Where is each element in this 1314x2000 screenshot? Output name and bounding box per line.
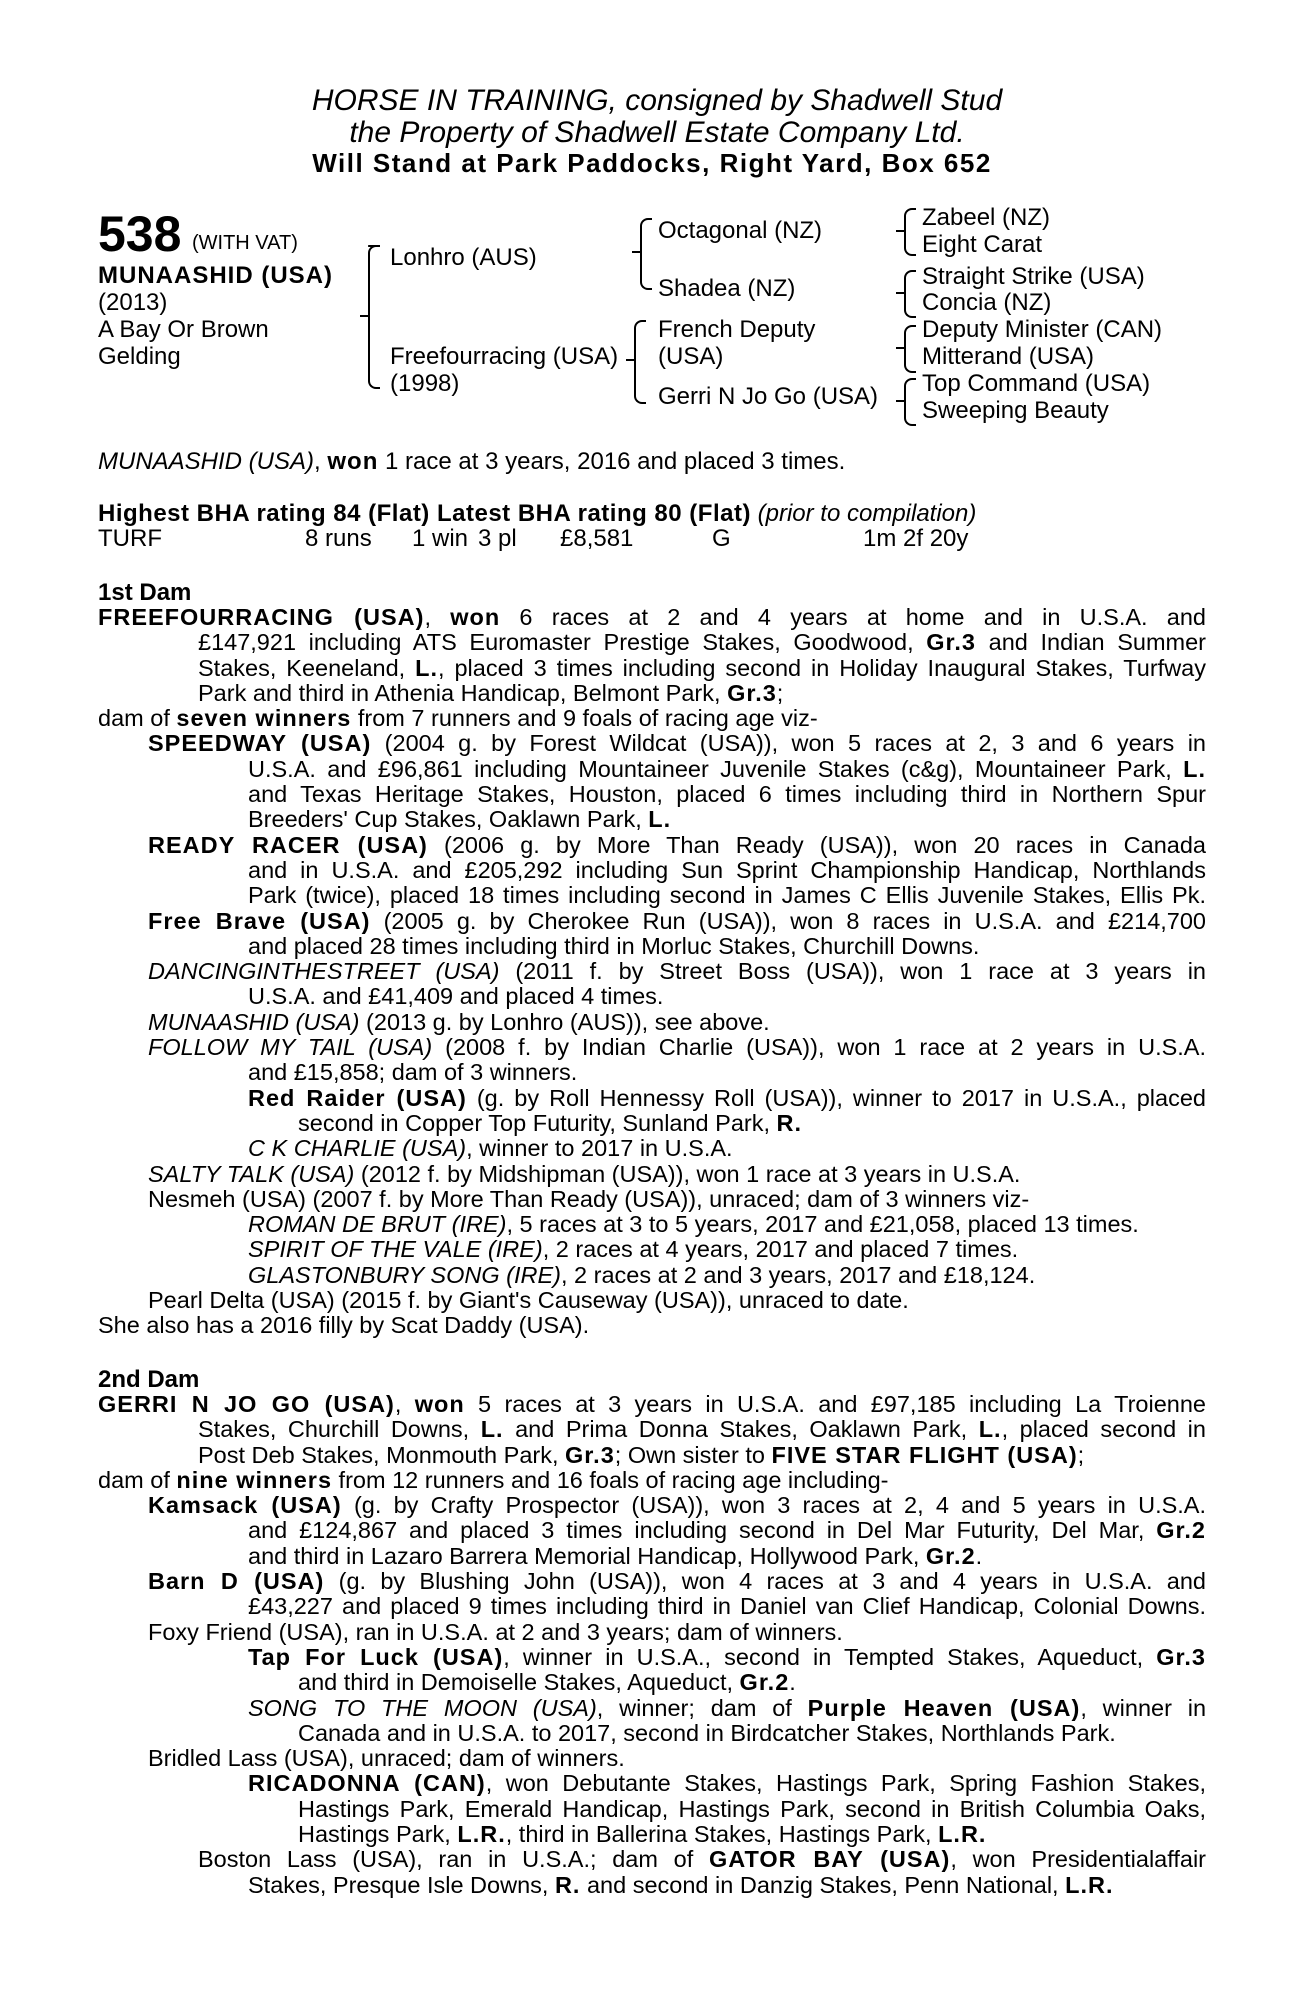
pedigree-text-line <box>98 1696 1206 1721</box>
pedigree-text-line <box>98 1771 1206 1796</box>
bracket-ds-tick <box>896 347 904 349</box>
horse-sex: Gelding <box>98 343 181 370</box>
stable-location-line: Will Stand at Park Paddocks, Right Yard, Box 652 <box>312 148 992 178</box>
lot-number: 538 <box>98 206 182 262</box>
consignor-line: HORSE IN TRAINING, consigned by Shadwell Stud <box>311 84 1003 117</box>
text-run: from 7 runners and 9 foals of racing age viz- <box>351 705 818 732</box>
pedigree-text-line <box>98 1645 1206 1670</box>
rating-line <box>98 501 976 527</box>
pedigree-text-line <box>98 1569 1206 1594</box>
text-run: , placed 3 times including second in Holiday Inaugural Stakes, Turfway <box>438 654 1207 681</box>
bold-run: L. <box>415 654 439 681</box>
pedigree-bracket <box>368 245 380 389</box>
text-run: Park (twice), placed 18 times including second in James C Ellis Juvenile Stakes, Ellis Pk. <box>248 882 1206 909</box>
pedigree-text-line <box>98 1468 1206 1493</box>
pedigree-text-line <box>98 1847 1206 1872</box>
pedigree-bracket-tick <box>360 315 368 317</box>
bracket-dd-tick <box>896 400 904 402</box>
sire-sire: Octagonal (NZ) <box>658 217 823 244</box>
text-run: (g. by Roll Hennessy Roll (USA)), winner to 2017 in U.S.A., placed <box>466 1084 1206 1111</box>
pedigree-bracket-cap <box>368 245 380 247</box>
pedigree-text-line <box>98 656 1206 681</box>
bold-run: Gr.2 <box>1156 1517 1206 1544</box>
text-run: and second in Danzig Stakes, Penn National, <box>580 1871 1066 1898</box>
pedigree-text-line <box>98 782 1206 807</box>
text-run: , 5 races at 3 to 5 years, 2017 and £21,058, placed 13 times. <box>506 1211 1139 1238</box>
italic-run: MUNAASHID (USA) <box>148 1008 360 1035</box>
text-run: Foxy Friend (USA), ran in U.S.A. at 2 and 3 years; dam of winners. <box>148 1618 843 1645</box>
summary-text: 1 race at 3 years, 2016 and placed 3 times. <box>378 448 846 475</box>
bracket-sd-tick <box>896 292 904 294</box>
bold-run: L. <box>978 1416 1002 1443</box>
ds-dam: Mitterand (USA) <box>922 343 1095 370</box>
sd-dam: Concia (NZ) <box>922 289 1052 316</box>
bold-run: READY RACER (USA) <box>148 831 428 858</box>
pedigree-text-line <box>98 1237 1206 1262</box>
dd-dam: Sweeping Beauty <box>922 397 1109 424</box>
italic-run: C K CHARLIE (USA) <box>248 1135 467 1162</box>
pedigree-text-line <box>98 1035 1206 1060</box>
sire-line-bracket <box>640 218 652 290</box>
text-run: and Prima Donna Stakes, Oaklawn Park, <box>503 1416 979 1443</box>
vat-note: (WITH VAT) <box>192 232 298 254</box>
text-run: , winner to 2017 in U.S.A. <box>466 1135 733 1162</box>
sd-sire: Straight Strike (USA) <box>922 263 1145 290</box>
text-run: , won Presidentialaffair <box>950 1846 1206 1873</box>
text-run: and third in Demoiselle Stakes, Aqueduct, <box>298 1669 740 1696</box>
pedigree-text-line <box>98 1518 1206 1543</box>
bold-run: R. <box>554 1871 581 1898</box>
text-run: (2012 f. by Midshipman (USA)), won 1 race at 3 years in U.S.A. <box>354 1160 1021 1187</box>
text-run: 6 races at 2 and 4 years at home and in U.S.A. and <box>500 604 1206 630</box>
bold-run: Free Brave (USA) <box>148 907 371 934</box>
stat-distance: 1m 2f 20y <box>863 525 969 552</box>
pedigree-text-line <box>98 1493 1206 1518</box>
text-run: , placed second in <box>1001 1416 1206 1443</box>
pedigree-text-line <box>98 731 1206 756</box>
bold-run: seven winners <box>176 705 352 732</box>
pedigree-text-line <box>98 1162 1206 1187</box>
pedigree-text-line <box>98 1187 1206 1212</box>
rating-note: (prior to compilation) <box>757 500 977 527</box>
pedigree-text-line <box>98 757 1206 782</box>
pedigree-text-line <box>98 706 1206 731</box>
pedigree-text-line <box>98 984 1206 1009</box>
stat-places: 3 pl <box>478 525 517 552</box>
pedigree-text-line <box>98 883 1206 908</box>
italic-run: SALTY TALK (USA) <box>148 1160 355 1187</box>
text-run: (2006 g. by More Than Ready (USA)), won 20 races in Canada <box>427 831 1206 858</box>
text-run: (2011 f. by Street Boss (USA)), won 1 race at 3 years in <box>499 958 1206 985</box>
dam-year: (1998) <box>390 370 460 397</box>
sire: Lonhro (AUS) <box>390 244 537 271</box>
bold-run: Gr.3 <box>926 629 976 656</box>
pedigree-text-line <box>98 1212 1206 1237</box>
pedigree-text-line <box>98 1288 1206 1313</box>
text-run: dam of <box>98 705 177 732</box>
pedigree-text-line <box>98 1670 1206 1695</box>
text-run: (g. by Blushing John (USA)), won 4 races at 3 and 4 years in U.S.A. and <box>324 1568 1206 1595</box>
text-run: Canada and in U.S.A. to 2017, second in Birdcatcher Stakes, Northlands Park. <box>298 1719 1116 1746</box>
bold-run: won <box>414 1391 465 1417</box>
pedigree-text-line <box>98 1544 1206 1569</box>
stat-surface: TURF <box>98 525 162 552</box>
italic-run: SONG TO THE MOON (USA) <box>248 1694 597 1721</box>
bold-run: L. <box>648 806 672 833</box>
italic-run: SPIRIT OF THE VALE (IRE) <box>248 1236 543 1263</box>
italic-run: GLASTONBURY SONG (IRE) <box>248 1261 561 1288</box>
italic-run: DANCINGINTHESTREET (USA) <box>148 958 500 985</box>
text-run: (g. by Crafty Prospector (USA)), won 3 races at 2, 4 and 5 years in U.S.A. <box>341 1492 1207 1519</box>
text-run: . <box>789 1669 796 1696</box>
bold-run: R. <box>776 1109 803 1136</box>
pedigree-text-line <box>98 1443 1206 1468</box>
pedigree-text-line <box>98 1263 1206 1288</box>
bold-run: Tap For Luck (USA) <box>248 1643 504 1670</box>
text-run: Nesmeh (USA) (2007 f. by More Than Ready (USA)), unraced; dam of 3 winners viz- <box>148 1185 1030 1212</box>
text-run: Pearl Delta (USA) (2015 f. by Giant's Causeway (USA)), unraced to date. <box>148 1287 909 1314</box>
pedigree-text-line <box>98 1797 1206 1822</box>
text-run: 5 races at 3 years in U.S.A. and £97,185 including La Troienne <box>464 1391 1206 1417</box>
text-run: , 2 races at 4 years, 2017 and placed 7 times. <box>542 1236 1019 1263</box>
bold-run: Barn D (USA) <box>148 1568 325 1595</box>
pedigree-text-line <box>98 909 1206 934</box>
pedigree-text-line <box>98 833 1206 858</box>
bold-run: Gr.3 <box>727 679 777 706</box>
text-run: £43,227 and placed 9 times including third in Daniel van Clief Handicap, Colonial Downs. <box>248 1593 1206 1620</box>
text-run: , <box>394 1391 415 1417</box>
text-run: Stakes, Churchill Downs, <box>198 1416 481 1443</box>
text-run: and in U.S.A. and £205,292 including Sun Sprint Championship Handicap, Northlands <box>248 856 1206 883</box>
dam-dam: Gerri N Jo Go (USA) <box>658 383 879 410</box>
text-run: from 12 runners and 16 foals of racing age including- <box>332 1466 889 1493</box>
bold-run: Gr.3 <box>565 1441 615 1468</box>
pedigree-text-line <box>98 1136 1206 1161</box>
text-run: , 2 races at 2 and 3 years, 2017 and £18,124. <box>560 1261 1036 1288</box>
text-run: , winner in U.S.A., second in Tempted Stakes, Aqueduct, <box>503 1643 1157 1670</box>
text-run: , winner in <box>1080 1694 1207 1721</box>
summary-won: won <box>327 448 379 475</box>
text-run: Stakes, Presque Isle Downs, <box>248 1871 555 1898</box>
bold-run: nine winners <box>176 1466 333 1493</box>
ss-sire: Zabeel (NZ) <box>922 204 1051 231</box>
dam-line-bracket <box>634 320 646 404</box>
bold-run: FREEFOURRACING (USA) <box>98 604 425 630</box>
bold-run: Gr.3 <box>1156 1643 1206 1670</box>
text-run: ; Own sister to <box>614 1441 772 1468</box>
summary-horse-name: MUNAASHID (USA) <box>98 448 315 475</box>
text-run: , won Debutante Stakes, Hastings Park, Spring Fashion Stakes, <box>485 1770 1206 1797</box>
dd-sire: Top Command (USA) <box>922 370 1151 397</box>
second-dam-heading: 2nd Dam <box>98 1366 200 1393</box>
text-run: Hastings Park, <box>298 1821 458 1848</box>
pedigree-text-line <box>98 630 1206 655</box>
italic-run: FOLLOW MY TAIL (USA) <box>148 1034 433 1061</box>
pedigree-text-line <box>98 934 1206 959</box>
bracket-sd <box>904 270 916 318</box>
pedigree-text-line <box>98 605 1206 630</box>
pedigree-text-line <box>98 807 1206 832</box>
ss-dam: Eight Carat <box>922 231 1043 258</box>
bracket-ss-tick <box>896 230 904 232</box>
pedigree-text-line <box>98 1392 1206 1417</box>
bold-run: GATOR BAY (USA) <box>708 1846 951 1873</box>
text-run: Post Deb Stakes, Monmouth Park, <box>198 1441 566 1468</box>
pedigree-text-line <box>98 1721 1206 1746</box>
pedigree-text-line <box>98 1010 1206 1035</box>
text-run: dam of <box>98 1466 177 1493</box>
bold-run: won <box>450 604 501 630</box>
bold-run: Red Raider (USA) <box>248 1084 467 1111</box>
text-run: Park and third in Athenia Handicap, Belmont Park, <box>198 679 728 706</box>
text-run: and third in Lazaro Barrera Memorial Handicap, Hollywood Park, <box>248 1542 926 1569</box>
text-run: (2008 f. by Indian Charlie (USA)), won 1 race at 2 years in U.S.A. <box>432 1034 1207 1061</box>
text-run: ; <box>776 679 784 706</box>
second-dam-body <box>98 1392 1206 1898</box>
text-run: £147,921 including ATS Euromaster Prestige Stakes, Goodwood, <box>198 629 927 656</box>
text-run: and £15,858; dam of 3 winners. <box>248 1059 578 1086</box>
stat-going: G <box>712 525 731 552</box>
horse-name: MUNAASHID (USA) <box>98 262 333 289</box>
ds-sire: Deputy Minister (CAN) <box>922 316 1163 343</box>
first-dam-body <box>98 605 1206 1339</box>
text-run: and Texas Heritage Stakes, Houston, placed 6 times including third in Northern Spur <box>248 781 1206 808</box>
pedigree-text-line <box>98 1873 1206 1898</box>
dam-line-tick <box>626 359 634 361</box>
pedigree-text-line <box>98 1111 1206 1136</box>
stat-runs: 8 runs <box>305 525 372 552</box>
sire-dam: Shadea (NZ) <box>658 275 796 302</box>
bold-run: RICADONNA (CAN) <box>248 1770 486 1797</box>
bold-run: L.R. <box>457 1821 506 1848</box>
text-run: and Indian Summer <box>976 629 1206 656</box>
text-run: . <box>975 1542 983 1569</box>
bold-run: L.R. <box>938 1821 987 1848</box>
pedigree-text-line <box>98 1086 1206 1111</box>
text-run: Breeders' Cup Stakes, Oaklawn Park, <box>248 806 649 833</box>
property-line: the Property of Shadwell Estate Company Ltd. <box>349 116 965 149</box>
pedigree-text-line <box>98 959 1206 984</box>
bold-run: SPEEDWAY (USA) <box>148 730 372 757</box>
text-run: , winner; dam of <box>596 1694 808 1721</box>
bracket-dd <box>904 378 916 426</box>
rating-bold: Highest BHA rating 84 (Flat) Latest BHA rating 80 (Flat) <box>98 500 751 527</box>
bold-run: Purple Heaven (USA) <box>807 1694 1081 1721</box>
text-run: , <box>424 604 451 630</box>
dam-sire-country: (USA) <box>658 343 724 370</box>
text-run: U.S.A. and £41,409 and placed 4 times. <box>248 983 664 1010</box>
text-run: Stakes, Keeneland, <box>198 654 416 681</box>
bold-run: Gr.2 <box>739 1669 790 1696</box>
text-run: Boston Lass (USA), ran in U.S.A.; dam of <box>198 1846 709 1873</box>
pedigree-text-line <box>98 858 1206 883</box>
bold-run: Kamsack (USA) <box>148 1492 342 1519</box>
bold-run: Gr.2 <box>925 1542 976 1569</box>
text-run: , third in Ballerina Stakes, Hastings Park, <box>505 1821 939 1848</box>
bold-run: GERRI N JO GO (USA) <box>98 1391 395 1417</box>
text-run: She also has a 2016 filly by Scat Daddy (USA). <box>98 1312 590 1339</box>
dam: Freefourracing (USA) <box>390 343 619 370</box>
pedigree-text-line <box>98 1822 1206 1847</box>
text-run: Hastings Park, Emerald Handicap, Hastings Park, second in British Columbia Oaks, <box>298 1795 1206 1822</box>
stat-earnings: £8,581 <box>560 525 634 552</box>
bold-run: L. <box>1183 755 1206 782</box>
bold-run: FIVE STAR FLIGHT (USA) <box>771 1441 1078 1468</box>
text-run: Bridled Lass (USA), unraced; dam of winners. <box>148 1745 625 1772</box>
pedigree-text-line <box>98 1417 1206 1442</box>
text-run: (2005 g. by Cherokee Run (USA)), won 8 races in U.S.A. and £214,700 <box>370 907 1206 934</box>
italic-run: ROMAN DE BRUT (IRE) <box>248 1211 507 1238</box>
bold-run: L. <box>480 1416 504 1443</box>
text-run: (2004 g. by Forest Wildcat (USA)), won 5 races at 2, 3 and 6 years in <box>371 730 1206 757</box>
pedigree-text-line <box>98 1060 1206 1085</box>
pedigree-text-line <box>98 1620 1206 1645</box>
bracket-ds <box>904 325 916 373</box>
dam-sire: French Deputy <box>658 316 816 343</box>
text-run: (2013 g. by Lonhro (AUS)), see above. <box>359 1008 770 1035</box>
bracket-ss <box>904 208 916 256</box>
pedigree-text-line <box>98 681 1206 706</box>
horse-colour: A Bay Or Brown <box>98 316 269 343</box>
foaling-year: (2013) <box>98 289 168 316</box>
text-run: U.S.A. and £96,861 including Mountaineer Juvenile Stakes (c&g), Mountaineer Park, <box>248 755 1184 782</box>
text-run: second in Copper Top Futurity, Sunland Park, <box>298 1109 777 1136</box>
pedigree-text-line <box>98 1313 1206 1338</box>
sire-line-tick <box>632 251 640 253</box>
text-run: and placed 28 times including third in Morluc Stakes, Churchill Downs. <box>248 932 980 959</box>
pedigree-text-line <box>98 1594 1206 1619</box>
first-dam-heading: 1st Dam <box>98 579 192 606</box>
bold-run: L.R. <box>1065 1871 1114 1898</box>
stat-wins: 1 win <box>412 525 469 552</box>
text-run: ; <box>1077 1441 1085 1468</box>
pedigree-text-line <box>98 1746 1206 1771</box>
race-summary: MUNAASHID (USA), won 1 race at 3 years, 2016 and placed 3 times. <box>98 448 846 475</box>
text-run: and £124,867 and placed 3 times including second in Del Mar Futurity, Del Mar, <box>248 1517 1157 1544</box>
